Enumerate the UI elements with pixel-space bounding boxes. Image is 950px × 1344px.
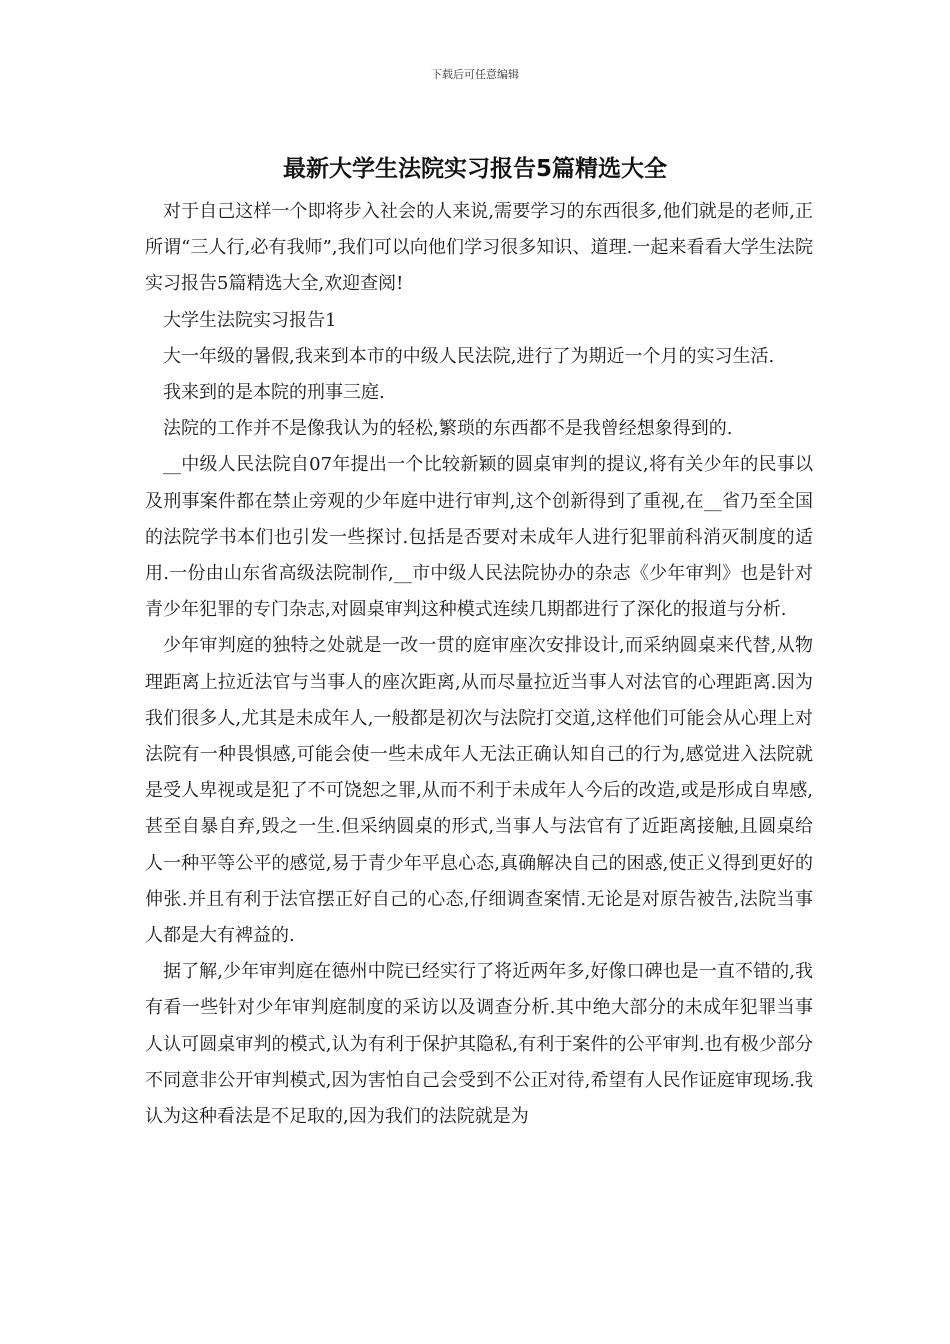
paragraph-section-heading: 大学生法院实习报告1 <box>163 309 337 331</box>
document-title: 最新大学生法院实习报告5篇精选大全 <box>282 156 667 182</box>
document-body <box>145 194 813 1135</box>
paragraph-intro: 对于自己这样一个即将步入社会的人来说,需要学习的东西很多,他们就是的老师,正所谓“三人行,必有我师”,我们可以向他们学习很多知识、道理.一起来看看大学生法院实习报告5篇精选大全,欢迎查阅! <box>145 201 813 295</box>
paragraph: 法院的工作并不是像我认为的轻松,繁琐的东西都不是我曾经想象得到的. <box>163 418 733 440</box>
paragraph: 我来到的是本院的刑事三庭. <box>163 382 385 404</box>
paragraph: 据了解,少年审判庭在德州中院已经实行了将近两年多,好像口碑也是一直不错的,我有看一些针对少年审判庭制度的采访以及调查分析.其中绝大部分的未成年犯罪当事人认可圆桌审判的模式,认为有利于保护其隐私,有利于案件的公平审判.也有极少部分不同意非公开审判模式,因为害怕自己会受到不公正对待,希望有人民作证庭审现场.我认为这种看法是不足取的,因为我们的法院就是为 <box>145 961 813 1128</box>
paragraph: __中级人民法院自07年提出一个比较新颖的圆桌审判的提议,将有关少年的民事以及刑事案件都在禁止旁观的少年庭中进行审判,这个创新得到了重视,在__省乃至全国的法院学书本们也引发一些探讨.包括是否要对未成年人进行犯罪前科消灭制度的适用.一份由山东省高级法院制作,__市中级人民法院协办的杂志《少年审判》也是针对青少年犯罪的专门杂志,对圆桌审判这种模式连续几期都进行了深化的报道与分析. <box>145 454 813 621</box>
page-header: 下载后可任意编辑 <box>431 68 519 81</box>
paragraph: 大一年级的暑假,我来到本市的中级人民法院,进行了为期近一个月的实习生活. <box>163 345 775 367</box>
paragraph: 少年审判庭的独特之处就是一改一贯的庭审座次安排设计,而采纳圆桌来代替,从物理距离上拉近法官与当事人的座次距离,从而尽量拉近当事人对法官的心理距离.因为我们很多人,尤其是未成年人,一般都是初次与法院打交道,这样他们可能会从心理上对法院有一种畏惧感,可能会使一些未成年人无法正确认知自己的行为,感觉进入法院就是受人卑视或是犯了不可饶恕之罪,从而不利于未成年人今后的改造,或是形成自卑感,甚至自暴自弃,毁之一生.但采纳圆桌的形式,当事人与法官有了近距离接触,且圆桌给人一种平等公平的感觉,易于青少年平息心态,真确解决自己的困惑,使正义得到更好的伸张.并且有利于法官摆正好自己的心态,仔细调查案情.无论是对原告被告,法院当事人都是大有裨益的. <box>145 635 813 947</box>
